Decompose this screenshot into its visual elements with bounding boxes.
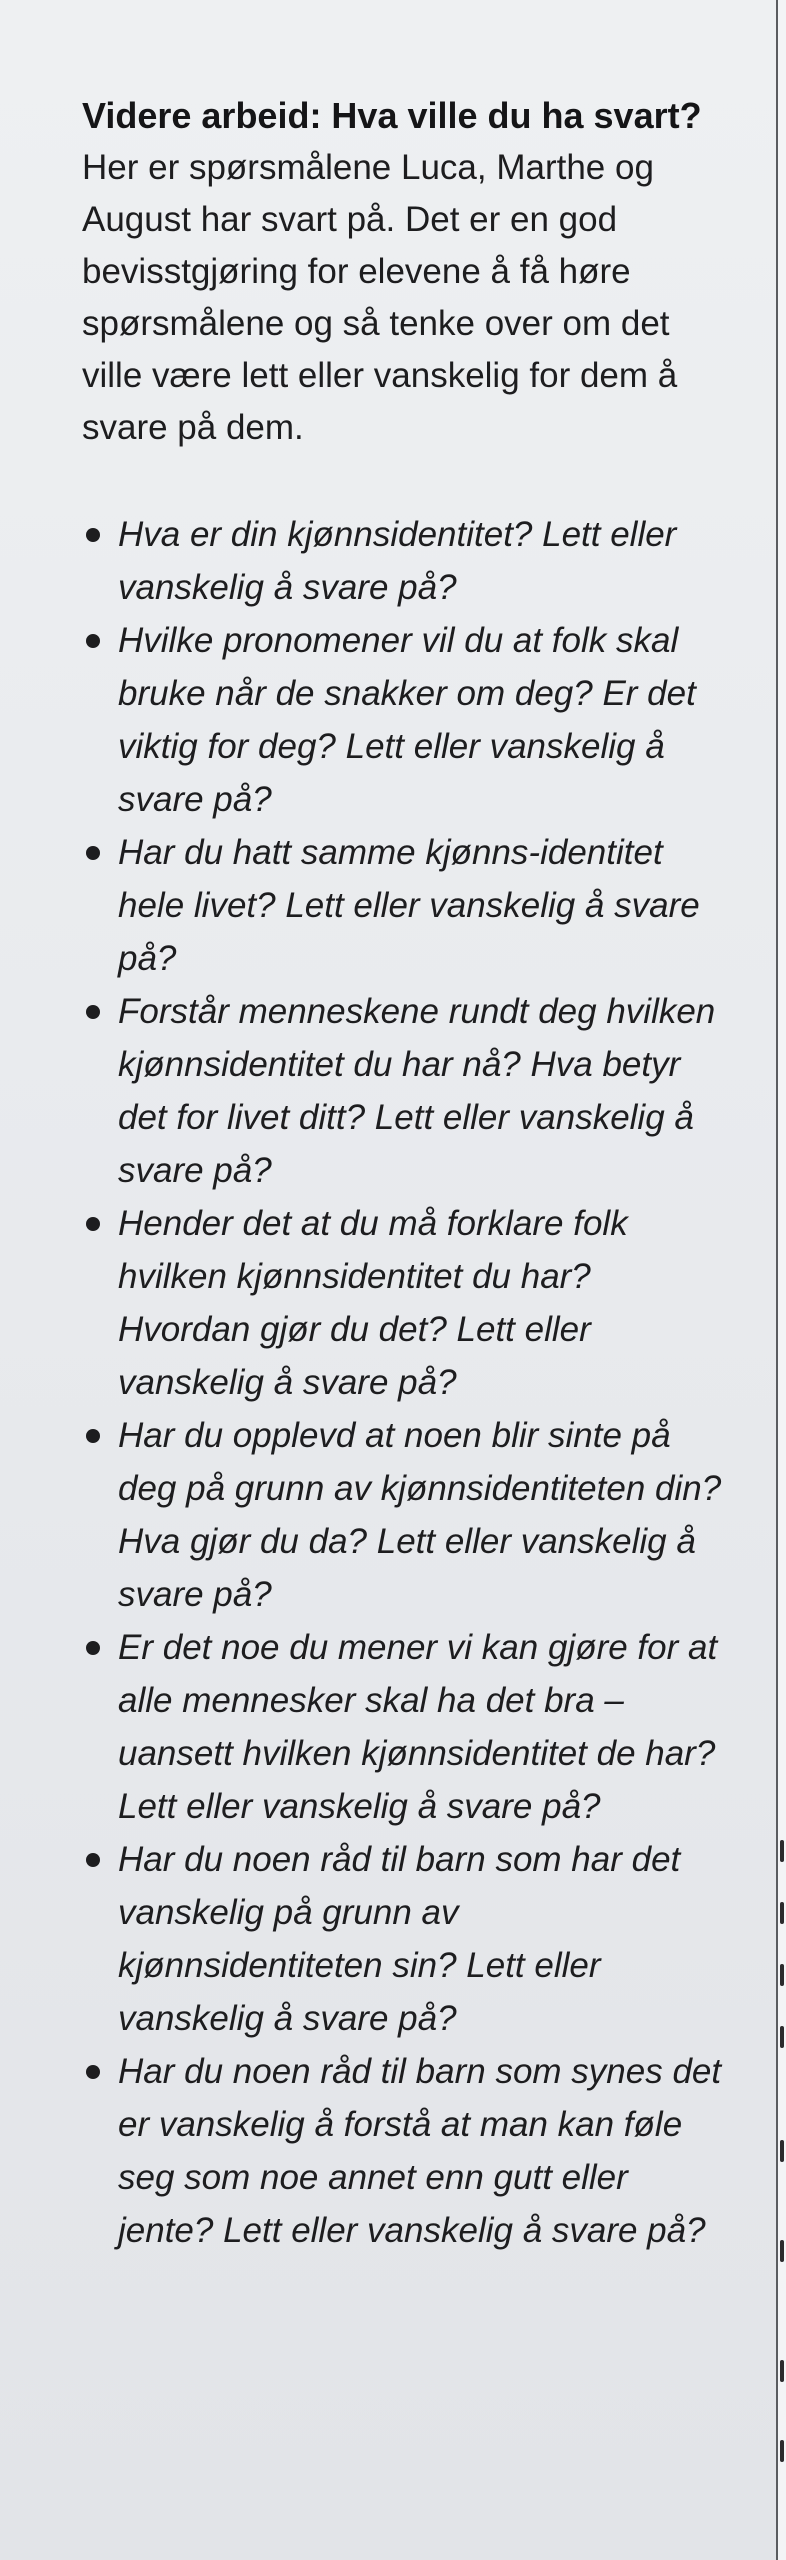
bullet-icon (86, 634, 100, 648)
list-item (82, 2045, 732, 2257)
question-list (82, 508, 732, 2257)
text-fragment (780, 2240, 784, 2262)
bullet-icon (86, 2065, 100, 2079)
list-item (82, 1621, 732, 1833)
list-item (82, 508, 732, 614)
text-fragment (780, 1840, 784, 1862)
text-fragment (780, 1964, 784, 1986)
text-fragment (780, 2026, 784, 2048)
text-fragment (780, 2140, 784, 2162)
adjacent-page-text-fragments (772, 1840, 786, 2540)
text-fragment (780, 2440, 784, 2462)
question-text: Har du hatt samme kjønns-identitet hele livet? Lett eller vanskelig å svare på? (118, 833, 700, 978)
list-item (82, 1833, 732, 2045)
list-item (82, 826, 732, 985)
question-text: Hvilke pronomener vil du at folk skal bruke når de snakker om deg? Er det viktig for deg? Lett eller vanskelig å svare på? (118, 621, 696, 819)
bullet-icon (86, 1217, 100, 1231)
bullet-icon (86, 1641, 100, 1655)
text-column (82, 90, 732, 2257)
bullet-icon (86, 1853, 100, 1867)
question-text: Hva er din kjønnsidentitet? Lett eller vanskelig å svare på? (118, 515, 677, 607)
bullet-icon (86, 1429, 100, 1443)
question-text: Har du noen råd til barn som synes det er vanskelig å forstå at man kan føle seg som noe annet enn gutt eller jente? Lett eller vanskelig å svare på? (118, 2052, 722, 2250)
question-text: Hender det at du må forklare folk hvilken kjønnsidentitet du har? Hvordan gjør du det? Lett eller vanskelig å svare på? (118, 1204, 628, 1402)
question-text: Forstår menneskene rundt deg hvilken kjønnsidentitet du har nå? Hva betyr det for livet ditt? Lett eller vanskelig å svare på? (118, 992, 716, 1190)
question-text: Har du noen råd til barn som har det vanskelig på grunn av kjønnsidentiteten sin? Lett eller vanskelig å svare på? (118, 1840, 681, 2038)
bullet-icon (86, 1005, 100, 1019)
section-heading: Videre arbeid: Hva ville du ha svart? (82, 95, 702, 136)
question-text: Har du opplevd at noen blir sinte på deg på grunn av kjønnsidentiteten din? Hva gjør du da? Lett eller vanskelig å svare på? (118, 1416, 722, 1614)
question-text: Er det noe du mener vi kan gjøre for at alle mennesker skal ha det bra – uansett hvilken kjønnsidentitet de har? Lett eller vanskelig å svare på? (118, 1628, 718, 1826)
text-fragment (780, 2360, 784, 2382)
list-item (82, 985, 732, 1197)
list-item (82, 1409, 732, 1621)
text-fragment (780, 1902, 784, 1924)
bullet-icon (86, 846, 100, 860)
bullet-icon (86, 528, 100, 542)
intro-paragraph: Her er spørsmålene Luca, Marthe og August har svart på. Det er en god bevisstgjøring for elevene å få høre spørsmålene og så tenke over om det ville være lett eller vanskelig for dem å svare på dem. (82, 148, 678, 447)
list-item (82, 1197, 732, 1409)
list-item (82, 614, 732, 826)
